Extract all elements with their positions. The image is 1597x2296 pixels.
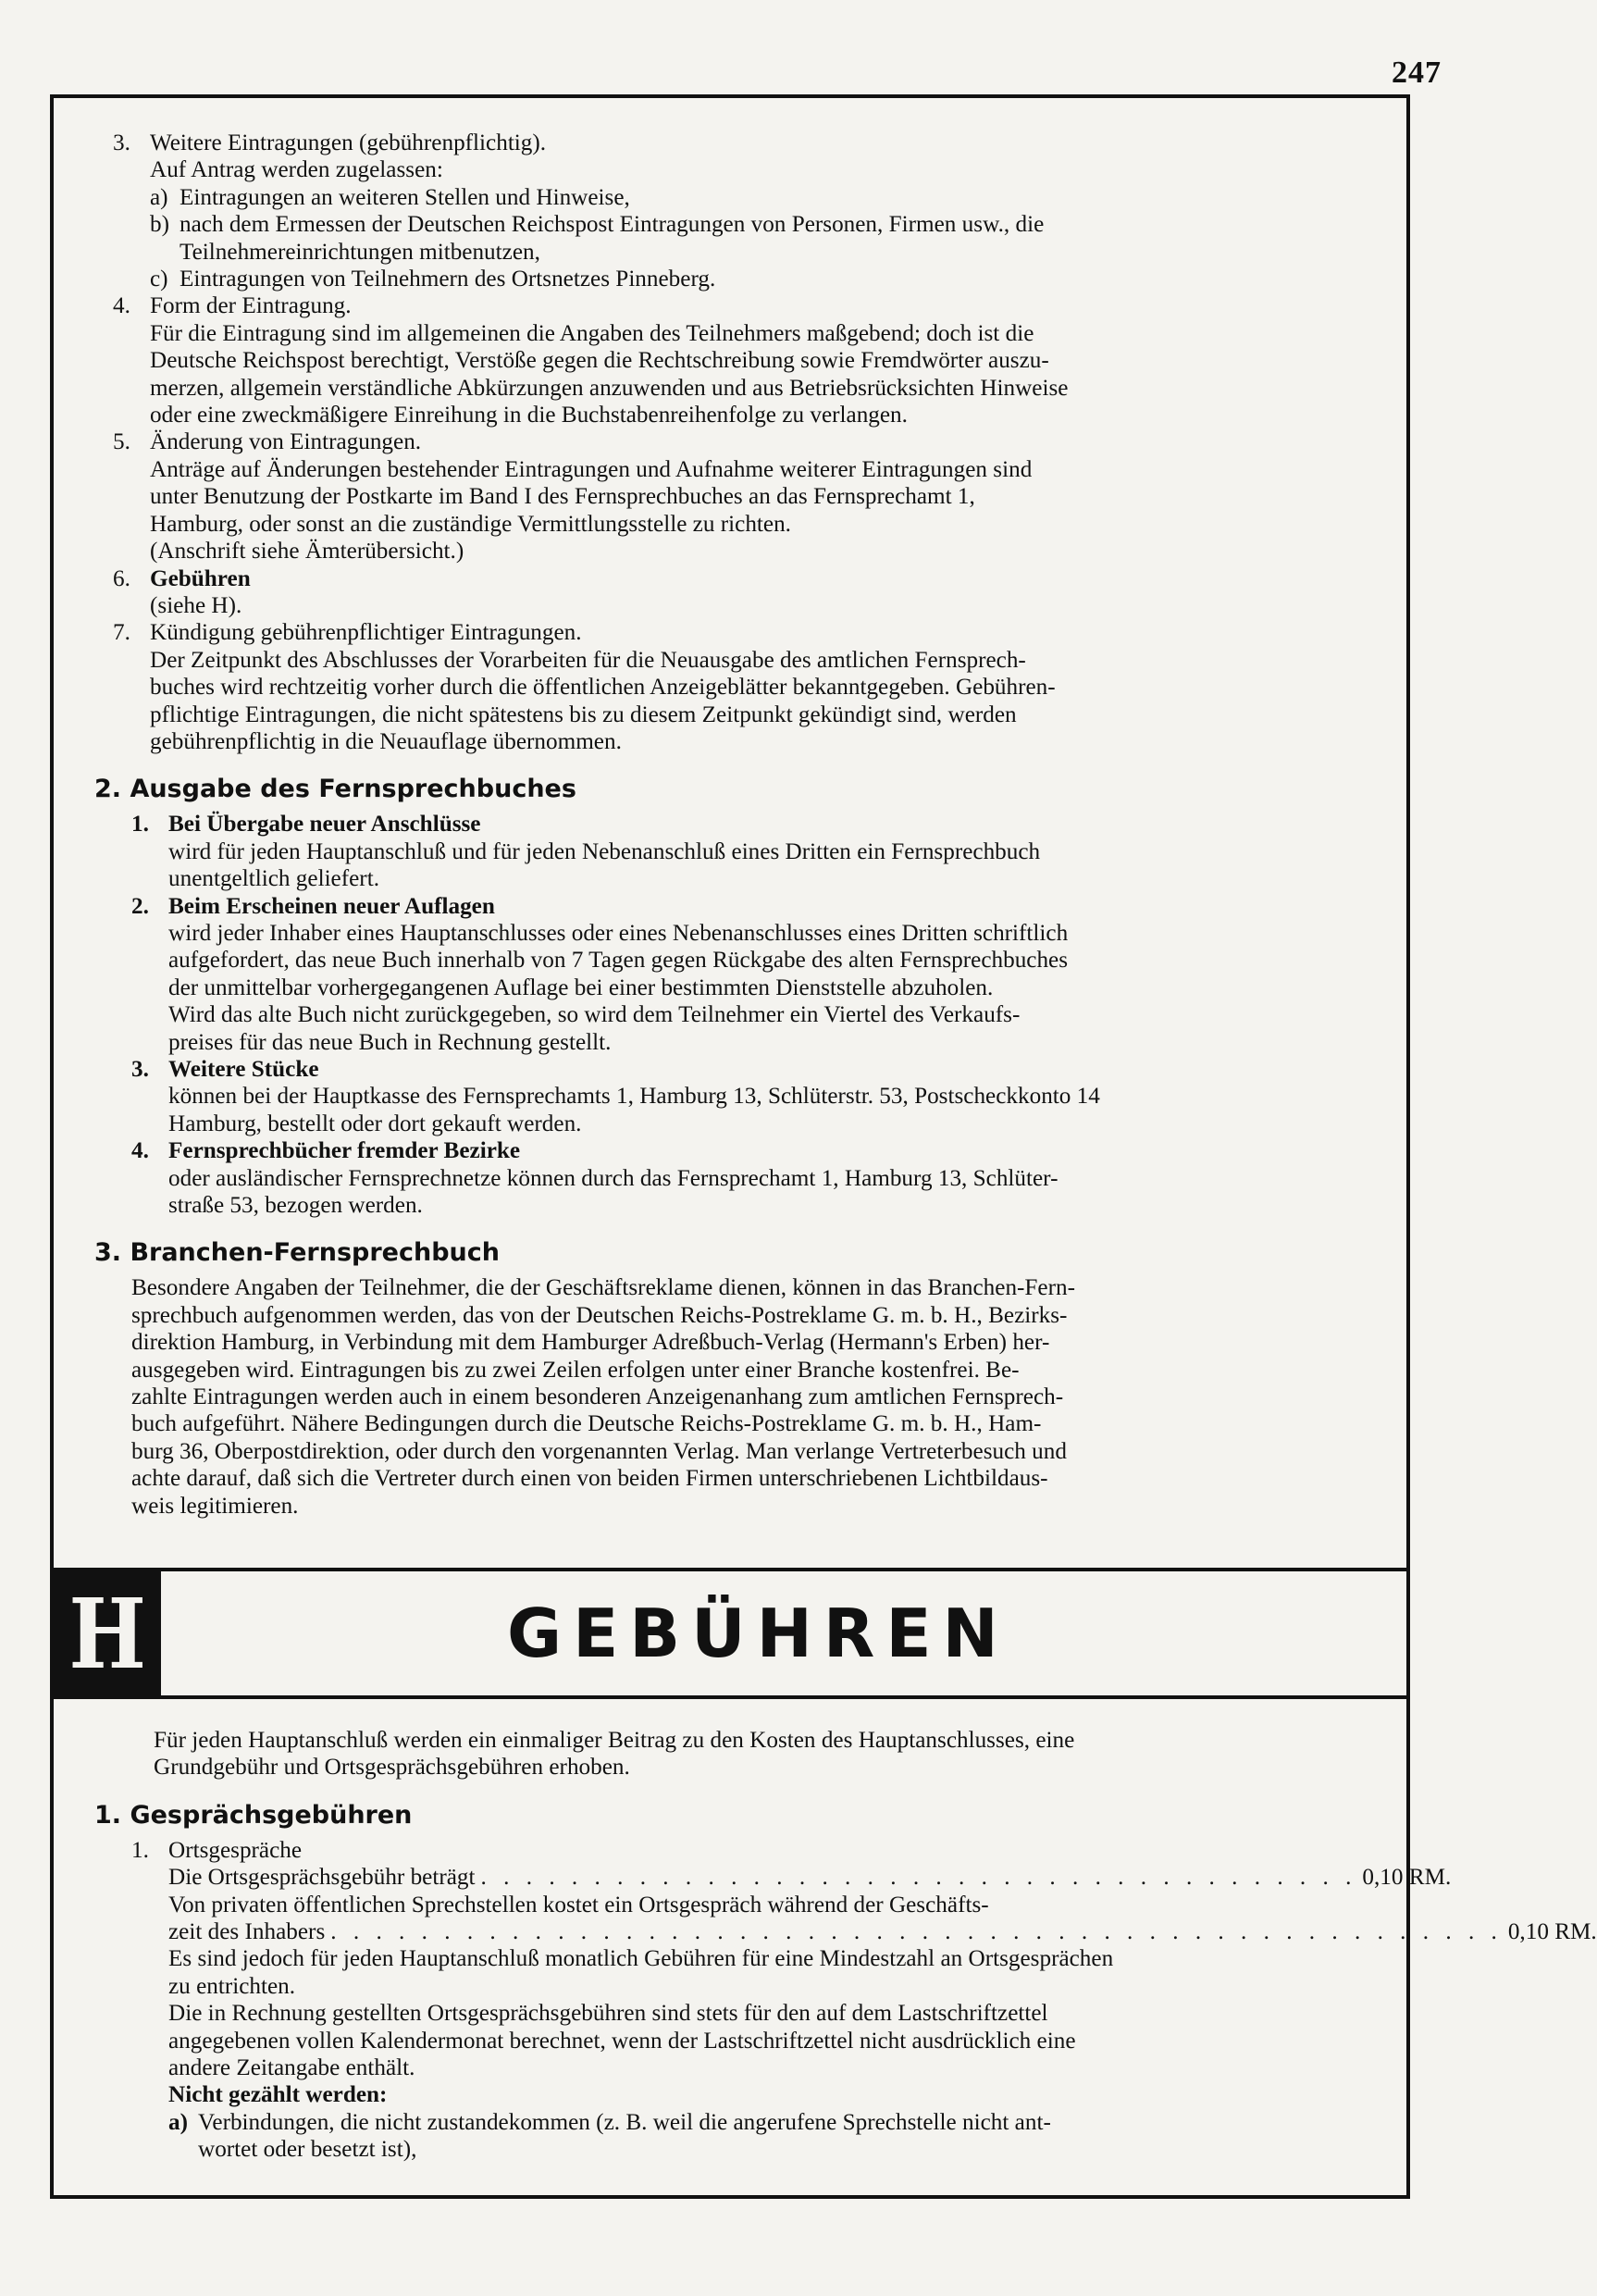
item-text-line: Auf Antrag werden zugelassen: [150, 157, 443, 183]
sub-item-line: Eintragungen an weiteren Stellen und Hinweise, [180, 184, 630, 210]
item-title: Bei Übergabe neuer Anschlüsse [168, 812, 481, 838]
item-title: Änderung von Eintragungen. [150, 429, 422, 455]
section-heading-ausgabe: 2. Ausgabe des Fernsprechbuches [94, 775, 576, 804]
item-text-line: (siehe H). [150, 592, 242, 618]
item-title: Form der Eintragung. [150, 293, 352, 319]
note-line: andere Zeitangabe enthält. [168, 2055, 415, 2081]
chapter-letter: H [68, 1576, 146, 1691]
paragraph-line: direktion Hamburg, in Verbindung mit dem Hamburger Adreßbuch-Verlag (Hermann's Erben) her- [131, 1330, 1050, 1356]
item-text-line: aufgefordert, das neue Buch innerhalb von 7 Tagen gegen Rückgabe des alten Fernsprechbuches [168, 948, 1069, 974]
sub-item-line: Eintragungen von Teilnehmern des Ortsnetzes Pinneberg. [180, 267, 716, 292]
fee-text-line: Von privaten öffentlichen Sprechstellen kostet ein Ortsgespräch während der Geschäfts- [168, 1892, 989, 1917]
sub-item-line: Verbindungen, die nicht zustandekommen (z. B. weil die angerufene Sprechstelle nicht ant- [198, 2109, 1051, 2135]
fee-line-private-sprechstelle [168, 1918, 1597, 1945]
fee-line-ortsgespraech [168, 1864, 1452, 1891]
sub-item-text [198, 2109, 1362, 2164]
paragraph-line: buch aufgeführt. Nähere Bedingungen durch die Deutsche Reichs-Postreklame G. m. b. H., Ham- [131, 1411, 1042, 1437]
item-number: 1. [131, 812, 149, 838]
item-title: Ortsgespräche [168, 1837, 303, 1863]
intro-line: Für jeden Hauptanschluß werden ein einmaliger Beitrag zu den Kosten des Hauptanschlusses, eine [154, 1728, 1075, 1753]
sub-item-letter: a) [150, 184, 168, 210]
fees-intro [113, 1727, 1362, 1781]
sub-item [150, 211, 1362, 266]
item-text-line: straße 53, bezogen werden. [168, 1193, 423, 1219]
numbered-item [131, 893, 1362, 1056]
item-text-line: Hamburg, oder sonst an die zuständige Vermittlungsstelle zu richten. [150, 511, 791, 537]
sub-item-letter: c) [150, 267, 168, 292]
item-text-line: buches wird rechtzeitig vorher durch die öffentlichen Anzeigeblätter bekanntgegeben. Gebühren- [150, 675, 1056, 701]
intro-line: Grundgebühr und Ortsgesprächsgebühren erhoben. [154, 1755, 630, 1781]
item-text-line: preises für das neue Buch in Rechnung gestellt. [168, 1029, 612, 1055]
chapter-letter-badge [54, 1571, 161, 1695]
item-title: Gebühren [150, 565, 251, 591]
item-text-line: oder eine zweckmäßigere Einreihung in die Buchstabenreihenfolge zu verlangen. [150, 403, 908, 428]
item-text-line: oder ausländischer Fernsprechnetze können durch das Fernsprechamt 1, Hamburg 13, Schlüter- [168, 1165, 1058, 1191]
fees-section [54, 1727, 1597, 2164]
item-title: Beim Erscheinen neuer Auflagen [168, 893, 495, 919]
item-text-line: wird jeder Inhaber eines Hauptanschlusses oder eines Nebenanschlusses eines Dritten schriftlich [168, 920, 1069, 946]
fee-value: 0,10 RM. [1507, 1919, 1597, 1945]
paragraph-line: burg 36, Oberpostdirektion, oder durch den vorgenannten Verlag. Man verlange Vertreterbesuch und [131, 1438, 1067, 1464]
sub-item-line: nach dem Ermessen der Deutschen Reichspost Eintragungen von Personen, Firmen usw., die [180, 212, 1045, 238]
gebuehren-banner [54, 1568, 1406, 1699]
item-text-line: pflichtige Eintragungen, die nicht spätestens bis zu diesem Zeitpunkt gekündigt sind, werden [150, 701, 1017, 727]
item-number: 4. [113, 293, 130, 319]
item-number: 7. [113, 620, 130, 646]
numbered-item [131, 1137, 1362, 1219]
item-text-line: der unmittelbar vorhergegangenen Auflage bei einer bestimmten Dienststelle abzuholen. [168, 974, 994, 1000]
item-text-line: gebührenpflichtig in die Neuauflage übernommen. [150, 728, 622, 754]
item-text-line: Für die Eintragung sind im allgemeinen die Angaben des Teilnehmers maßgebend; doch ist die [150, 320, 1034, 346]
item-title: Kündigung gebührenpflichtiger Eintragungen. [150, 620, 582, 646]
section-heading-branchen: 3. Branchen-Fernsprechbuch [94, 1238, 500, 1268]
item-text-line: Der Zeitpunkt des Abschlusses der Vorarbeiten für die Neuausgabe des amtlichen Fernsprech- [150, 647, 1026, 673]
note-line: Die in Rechnung gestellten Ortsgesprächsgebühren sind stets für den auf dem Lastschriftzettel [168, 2001, 1048, 2027]
paragraph-line: ausgegeben wird. Eintragungen bis zu zwei Zeilen erfolgen unter einer Branche kostenfrei. Be- [131, 1357, 1020, 1383]
numbered-item [113, 292, 1362, 428]
item-number: 3. [131, 1057, 149, 1082]
sub-item-line: wortet oder besetzt ist), [198, 2137, 417, 2163]
sub-item-letter: b) [150, 212, 169, 238]
item-text-line: unter Benutzung der Postkarte im Band I des Fernsprechbuches an das Fernsprechamt 1, [150, 484, 975, 510]
chapter-title: GEBÜHREN [507, 1595, 1009, 1672]
sub-item-line: Teilnehmereinrichtungen mitbenutzen, [180, 239, 540, 265]
paragraph-line: achte darauf, daß sich die Vertreter durch einen von beiden Firmen unterschriebenen Lichtbildaus- [131, 1466, 1048, 1492]
item-text-line: Wird das alte Buch nicht zurückgegeben, so wird dem Teilnehmer ein Viertel des Verkaufs- [168, 1002, 1021, 1028]
item-text-line: Anträge auf Änderungen bestehender Eintragungen und Aufnahme weiterer Eintragungen sind [150, 456, 1033, 482]
item-text-line: können bei der Hauptkasse des Fernsprechamts 1, Hamburg 13, Schlüterstr. 53, Postscheckkonto 14 [168, 1084, 1100, 1110]
item-title: Weitere Stücke [168, 1057, 319, 1082]
numbered-item [113, 619, 1362, 755]
item-text-line: Deutsche Reichspost berechtigt, Verstöße gegen die Rechtschreibung sowie Fremdwörter auszu- [150, 348, 1049, 374]
branchen-paragraph [113, 1274, 1362, 1520]
item-text-line: unentgeltlich geliefert. [168, 866, 379, 892]
paragraph-line: Besondere Angaben der Teilnehmer, die der Geschäftsreklame dienen, können in das Branchen-Fern- [131, 1275, 1075, 1301]
item-title: Weitere Eintragungen (gebührenpflichtig). [150, 130, 547, 155]
item-number: 1. [131, 1837, 149, 1863]
not-counted-label: Nicht gezählt werden: [168, 2082, 388, 2108]
item-number: 4. [131, 1138, 149, 1164]
entries-list [113, 130, 1362, 755]
fee-item-ortsgespraeche [131, 1837, 1597, 2164]
page-number: 247 [1392, 56, 1442, 90]
telephone-directory-section [54, 130, 1406, 1520]
item-text-line: merzen, allgemein verständliche Abkürzungen anzuwenden und aus Betriebsrücksichten Hinweise [150, 375, 1069, 401]
item-number: 3. [113, 130, 130, 155]
paragraph-line: weis legitimieren. [131, 1493, 299, 1519]
sub-item-letter: a) [168, 2109, 188, 2135]
numbered-item [113, 428, 1362, 565]
page-frame [50, 94, 1597, 2199]
fee-value: 0,10 RM. [1362, 1865, 1452, 1891]
note-line: angegebenen vollen Kalendermonat berechnet, wenn der Lastschriftzettel nicht ausdrücklich eine [168, 2028, 1076, 2054]
fee-label: zeit des Inhabers [168, 1919, 326, 1945]
note-line: Es sind jedoch für jeden Hauptanschluß monatlich Gebühren für eine Mindestzahl an Ortsgesprächen [168, 1946, 1114, 1972]
sub-item [150, 184, 1362, 211]
not-counted-item-a [168, 2109, 1362, 2164]
note-line: zu entrichten. [168, 1973, 296, 1999]
item-text-line: (Anschrift siehe Ämterübersicht.) [150, 539, 464, 565]
sub-item [150, 266, 1362, 292]
item-title: Fernsprechbücher fremder Bezirke [168, 1138, 521, 1164]
fee-label: Die Ortsgesprächsgebühr beträgt [168, 1865, 476, 1891]
paragraph-line: sprechbuch aufgenommen werden, das von der Deutschen Reichs-Postreklame G. m. b. H., Bezirks- [131, 1302, 1068, 1328]
distribution-list [113, 811, 1362, 1219]
section-heading-gespraechsgebuehren: 1. Gesprächsgebühren [94, 1800, 413, 1830]
numbered-item [113, 565, 1362, 620]
item-text-line: Hamburg, bestellt oder dort gekauft werden. [168, 1111, 582, 1136]
fee-notes [168, 1945, 1362, 2081]
numbered-item [131, 1056, 1362, 1137]
item-number: 2. [131, 893, 149, 919]
paragraph-line: zahlte Eintragungen werden auch in einem besonderen Anzeigenanhang zum amtlichen Fernsprech- [131, 1384, 1064, 1410]
item-number: 5. [113, 429, 130, 455]
numbered-item [113, 130, 1362, 292]
item-text-line: wird für jeden Hauptanschluß und für jeden Nebenanschluß eines Dritten ein Fernsprechbuch [168, 838, 1041, 864]
leader-dots: . . . . . . . . . . . . . . . . . . . . . . . . . . . . . . . . . . . . . . . . . . . . . . . . . . . . [330, 1919, 1503, 1945]
leader-dots: . . . . . . . . . . . . . . . . . . . . . . . . . . . . . . . . . . . . . . . [480, 1865, 1357, 1891]
numbered-item [131, 811, 1362, 892]
item-number: 6. [113, 565, 130, 591]
